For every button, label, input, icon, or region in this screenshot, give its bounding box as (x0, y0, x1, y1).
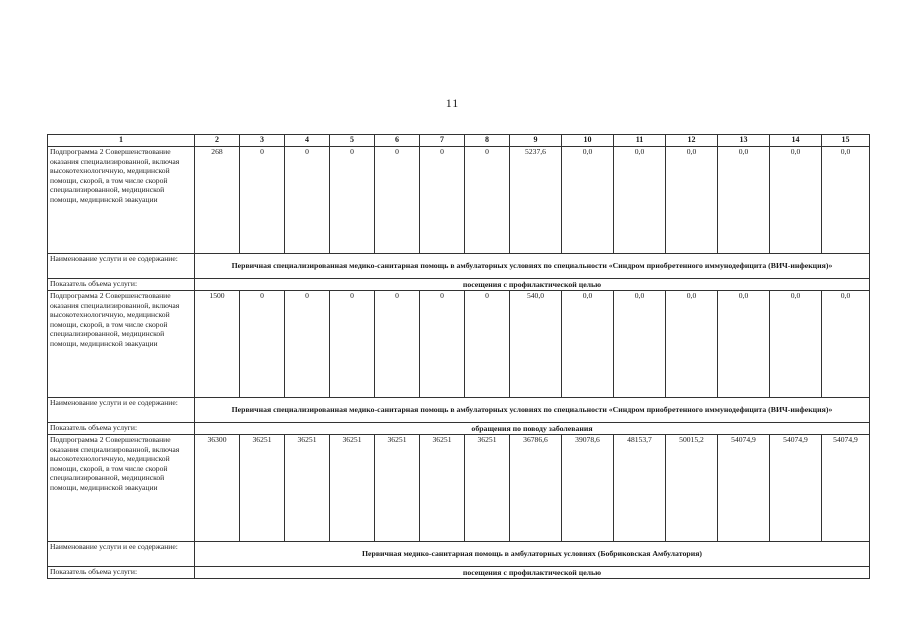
header-cell: 15 (822, 135, 870, 147)
value-cell: 0 (240, 147, 285, 254)
indicator-label: Показатель объема услуги: (48, 567, 195, 579)
value-cell: 0,0 (666, 291, 718, 398)
indicator-value: посещения с профилактической целью (195, 279, 870, 291)
value-cell: 48153,7 (614, 435, 666, 542)
value-cell: 50015,2 (666, 435, 718, 542)
value-cell: 0,0 (614, 147, 666, 254)
value-cell: 0 (330, 291, 375, 398)
value-cell: 268 (195, 147, 240, 254)
value-cell: 0 (330, 147, 375, 254)
value-cell: 0 (420, 291, 465, 398)
header-cell: 9 (510, 135, 562, 147)
page-number: 11 (445, 96, 460, 110)
value-cell: 54074,9 (822, 435, 870, 542)
table-row (48, 542, 870, 567)
value-cell: 36251 (240, 435, 285, 542)
service-name-label: Наименование услуги и ее содержание: (48, 542, 195, 567)
header-cell: 8 (465, 135, 510, 147)
value-cell: 0 (420, 147, 465, 254)
table-row (48, 291, 870, 398)
indicator-value: обращения по поводу заболевания (195, 423, 870, 435)
value-cell: 0 (375, 147, 420, 254)
value-cell: 0,0 (718, 147, 770, 254)
value-cell: 0,0 (614, 291, 666, 398)
value-cell: 36251 (285, 435, 330, 542)
value-cell: 36251 (375, 435, 420, 542)
table-row (48, 567, 870, 579)
indicator-label: Показатель объема услуги: (48, 423, 195, 435)
value-cell: 0 (375, 291, 420, 398)
table-row (48, 254, 870, 279)
value-cell: 0,0 (562, 147, 614, 254)
value-cell: 36251 (465, 435, 510, 542)
value-cell: 0,0 (718, 291, 770, 398)
value-cell: 0,0 (822, 291, 870, 398)
header-cell: 6 (375, 135, 420, 147)
service-name-label: Наименование услуги и ее содержание: (48, 254, 195, 279)
header-cell: 5 (330, 135, 375, 147)
header-cell: 1 (48, 135, 195, 147)
value-cell: 0,0 (822, 147, 870, 254)
value-cell: 39078,6 (562, 435, 614, 542)
subprogram-description: Подпрограмма 2 Совершенствование оказания специализированной, включая высокотехнологичную, медицинской помощи, скорой, в том числе скорой специализированной, медицинской помощи, медицинской эвакуации (48, 291, 195, 398)
value-cell: 54074,9 (770, 435, 822, 542)
service-name: Первичная медико-санитарная помощь в амбулаторных условиях (Бобриковская Амбулатория) (195, 542, 870, 567)
subprogram-description: Подпрограмма 2 Совершенствование оказания специализированной, включая высокотехнологичную, медицинской помощи, скорой, в том числе скорой специализированной, медицинской помощи, медицинской эвакуации (48, 147, 195, 254)
value-cell: 0 (285, 147, 330, 254)
value-cell: 0,0 (562, 291, 614, 398)
value-cell: 36251 (420, 435, 465, 542)
header-cell: 4 (285, 135, 330, 147)
value-cell: 0 (465, 147, 510, 254)
header-cell: 10 (562, 135, 614, 147)
value-cell: 5237,6 (510, 147, 562, 254)
value-cell: 36251 (330, 435, 375, 542)
value-cell: 0 (465, 291, 510, 398)
table-row (48, 279, 870, 291)
value-cell: 36300 (195, 435, 240, 542)
value-cell: 0,0 (770, 147, 822, 254)
header-cell: 13 (718, 135, 770, 147)
value-cell: 540,0 (510, 291, 562, 398)
subprogram-description: Подпрограмма 2 Совершенствование оказания специализированной, включая высокотехнологичную, медицинской помощи, скорой, в том числе скорой специализированной, медицинской помощи, медицинской эвакуации (48, 435, 195, 542)
indicator-value: посещения с профилактической целью (195, 567, 870, 579)
value-cell: 0 (285, 291, 330, 398)
header-cell: 12 (666, 135, 718, 147)
value-cell: 0,0 (666, 147, 718, 254)
value-cell: 54074,9 (718, 435, 770, 542)
header-row (48, 135, 870, 147)
table-row (48, 147, 870, 254)
header-cell: 2 (195, 135, 240, 147)
table-row (48, 435, 870, 542)
header-cell: 7 (420, 135, 465, 147)
value-cell: 1500 (195, 291, 240, 398)
subprogram-table (47, 134, 870, 579)
value-cell: 0 (240, 291, 285, 398)
value-cell: 36786,6 (510, 435, 562, 542)
indicator-label: Показатель объема услуги: (48, 279, 195, 291)
header-cell: 3 (240, 135, 285, 147)
header-cell: 14 (770, 135, 822, 147)
header-cell: 11 (614, 135, 666, 147)
service-name-label: Наименование услуги и ее содержание: (48, 398, 195, 423)
service-name: Первичная специализированная медико-санитарная помощь в амбулаторных условиях по специальности «Синдром приобретенного иммунодефицита (ВИЧ-инфекция)» (195, 398, 870, 423)
value-cell: 0,0 (770, 291, 822, 398)
table-row (48, 423, 870, 435)
table-row (48, 398, 870, 423)
service-name: Первичная специализированная медико-санитарная помощь в амбулаторных условиях по специальности «Синдром приобретенного иммунодефицита (ВИЧ-инфекция)» (195, 254, 870, 279)
